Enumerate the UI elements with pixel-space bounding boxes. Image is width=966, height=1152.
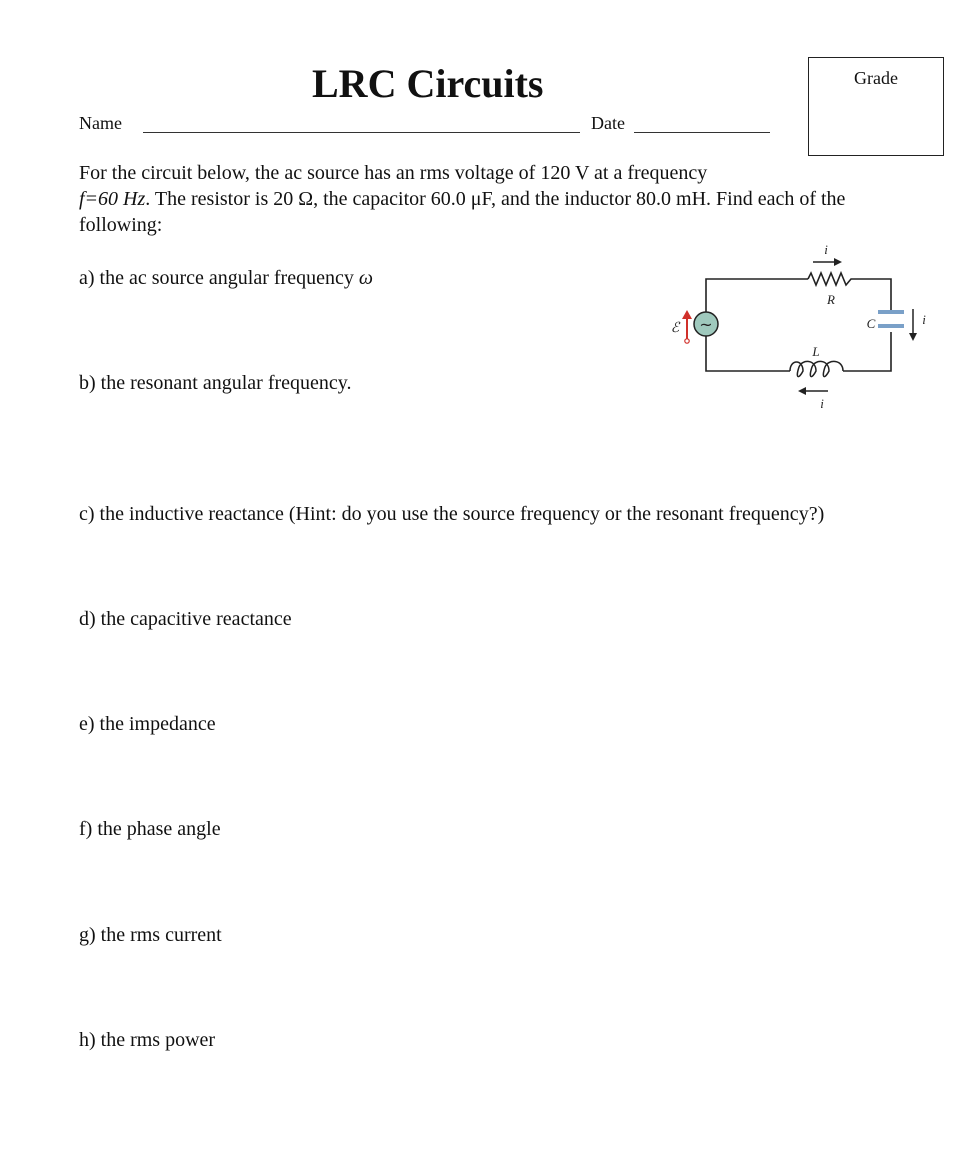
problem-statement bbox=[79, 160, 919, 238]
question-e: e) the impedance bbox=[79, 713, 216, 735]
circuit-wires bbox=[706, 279, 891, 371]
current-arrowhead-top bbox=[834, 258, 842, 266]
lrc-circuit-diagram bbox=[668, 242, 938, 417]
resistor-label: R bbox=[827, 292, 835, 307]
resistor-symbol bbox=[808, 273, 853, 285]
capacitor-label: C bbox=[866, 316, 876, 331]
intro-line-1: For the circuit below, the ac source has an rms voltage of 120 V at a frequency bbox=[79, 162, 708, 184]
current-label-bottom: i bbox=[820, 396, 824, 411]
intro-line-2 bbox=[79, 186, 919, 212]
frequency-value: f=60 Hz bbox=[79, 188, 146, 210]
inductor-label: L bbox=[812, 344, 820, 359]
current-label-right: i bbox=[922, 312, 926, 327]
current-label-top: i bbox=[824, 242, 828, 257]
question-f: f) the phase angle bbox=[79, 818, 221, 840]
date-label: Date bbox=[591, 113, 625, 133]
capacitor-symbol bbox=[878, 310, 904, 328]
inductor-symbol bbox=[790, 361, 843, 376]
page-title: LRC Circuits bbox=[312, 61, 544, 106]
ac-source-wave-icon: ~ bbox=[699, 315, 713, 334]
emf-arrowhead bbox=[682, 310, 692, 319]
name-label: Name bbox=[79, 113, 122, 133]
grade-box[interactable] bbox=[808, 57, 944, 156]
emf-arrow-tail bbox=[685, 339, 689, 343]
question-a-label: a) the ac source angular frequency bbox=[79, 267, 354, 289]
question-b: b) the resonant angular frequency. bbox=[79, 372, 352, 394]
question-c: c) the inductive reactance (Hint: do you use the source frequency or the resonant frequency?) bbox=[79, 503, 825, 525]
question-h: h) the rms power bbox=[79, 1029, 216, 1051]
omega-symbol: ω bbox=[358, 267, 373, 289]
grade-label: Grade bbox=[854, 68, 898, 88]
current-arrowhead-right bbox=[909, 333, 917, 341]
emf-label: ℰ bbox=[670, 320, 680, 336]
question-a bbox=[79, 265, 373, 291]
question-g: g) the rms current bbox=[79, 924, 222, 946]
date-field[interactable] bbox=[634, 132, 770, 133]
current-arrowhead-bottom bbox=[798, 387, 806, 395]
name-field[interactable] bbox=[143, 132, 580, 133]
question-d: d) the capacitive reactance bbox=[79, 608, 292, 630]
intro-line-2-rest: . The resistor is 20 Ω, the capacitor 60.0 μF, and the inductor 80.0 mH. Find each of the bbox=[145, 188, 846, 210]
intro-line-3: following: bbox=[79, 214, 163, 236]
